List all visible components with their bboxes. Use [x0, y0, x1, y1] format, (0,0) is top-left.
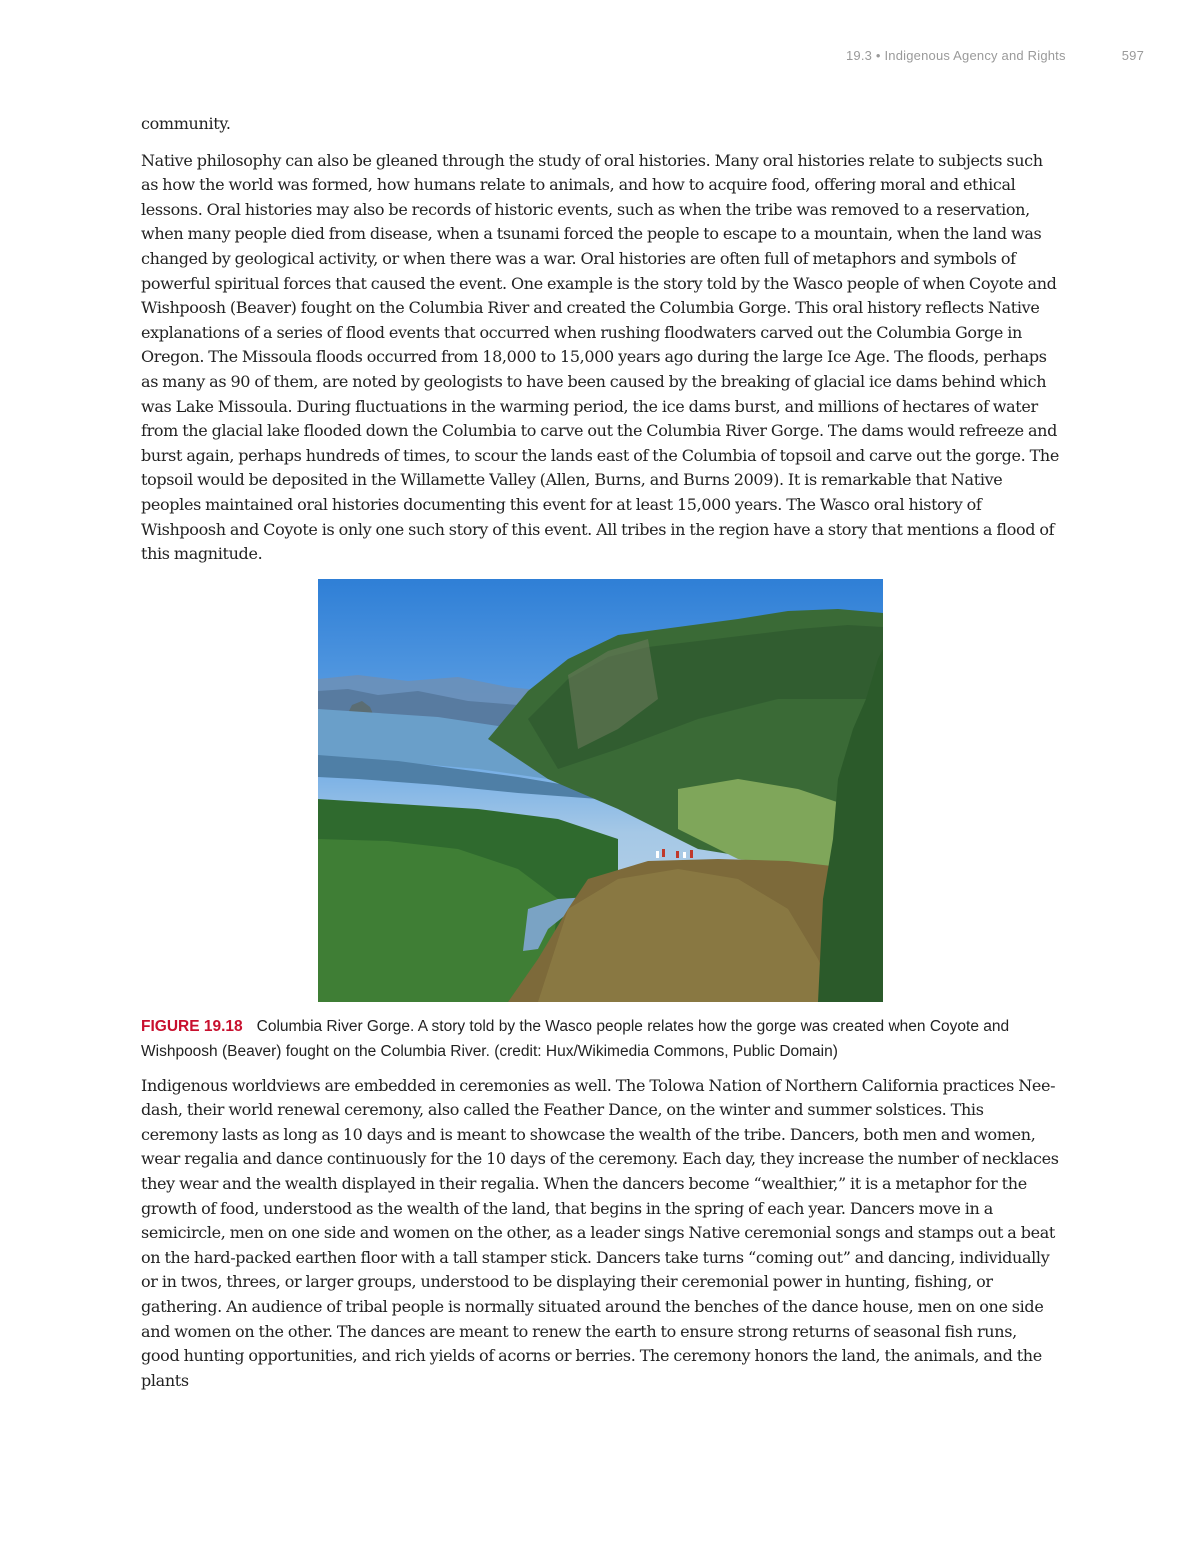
- page-content: [141, 112, 1059, 1405]
- paragraph-continuation: community.: [141, 114, 231, 133]
- figure: [141, 579, 1059, 1006]
- header-page-number: 597: [1121, 48, 1144, 63]
- paragraph-oral-histories: Native philosophy can also be gleaned through the study of oral histories. Many oral histories relate to subjects such as how the world was formed, how humans relate to animals, and how to acquire food, offering moral and ethical lessons. Oral histories may also be records of historic events, such as when the tribe was removed to a reservation, when many people died from disease, when a tsunami forced the people to escape to a mountain, when the land was changed by geological activity, or when there was a war. Oral histories are often full of metaphors and symbols of powerful spiritual forces that caused the event. One example is the story told by the Wasco people of when Coyote and Wishpoosh (Beaver) fought on the Columbia River and created the Columbia Gorge. This oral history reflects Native explanations of a series of flood events that occurred when rushing floodwaters carved out the Columbia Gorge in Oregon. The Missoula floods occurred from 18,000 to 15,000 years ago during the large Ice Age. The floods, perhaps as many as 90 of them, are noted by geologists to have been caused by the breaking of glacial ice dams behind which was Lake Missoula. During fluctuations in the warming period, the ice dams burst, and millions of hectares of water from the glacial lake flooded down the Columbia to carve out the Columbia River Gorge. The dams would refreeze and burst again, perhaps hundreds of times, to scour the lands east of the Columbia of topsoil and carve out the gorge. The topsoil would be deposited in the Willamette Valley (Allen, Burns, and Burns 2009). It is remarkable that Native peoples maintained oral histories documenting this event for at least 15,000 years. The Wasco oral history of Wishpoosh and Coyote is only one such story of this event. All tribes in the region have a story that mentions a flood of this magnitude.: [141, 150, 1059, 564]
- gorge-photo-illustration: [318, 579, 883, 1002]
- figure-label: FIGURE 19.18: [141, 1017, 243, 1035]
- columbia-river-gorge-photo: [318, 579, 883, 1002]
- figure-caption: [141, 1014, 1059, 1064]
- figure-caption-text: Columbia River Gorge. A story told by the Wasco people relates how the gorge was created when Coyote and Wishpoosh (Beaver) fought on the Columbia River. (credit: Hux/Wikimedia Commons, Public Domain): [141, 1017, 1010, 1060]
- paragraph-ceremonies: Indigenous worldviews are embedded in ceremonies as well. The Tolowa Nation of Northern California practices Nee-dash, their world renewal ceremony, also called the Feather Dance, on the winter and summer solstices. This ceremony lasts as long as 10 days and is meant to showcase the wealth of the tribe. Dancers, both men and women, wear regalia and dance continuously for the 10 days of the ceremony. Each day, they increase the number of necklaces they wear and the wealth displayed in their regalia. When the dancers become “wealthier,” it is a metaphor for the growth of food, understood as the wealth of the land, that begins in the spring of each year. Dancers move in a semicircle, men on one side and women on the other, as a leader sings Native ceremonial songs and stamps out a beat on the hard-packed earthen floor with a tall stamper stick. Dancers take turns “coming out” and dancing, individually or in twos, threes, or larger groups, understood to be displaying their ceremonial power in hunting, fishing, or gathering. An audience of tribal people is normally situated around the benches of the dance house, men on one side and women on the other. The dances are meant to renew the earth to ensure strong returns of seasonal fish runs, good hunting opportunities, and rich yields of acorns or berries. The ceremony honors the land, the animals, and the plants: [141, 1075, 1059, 1390]
- header-section-title: 19.3 • Indigenous Agency and Rights: [845, 48, 1066, 63]
- running-header: [846, 48, 1144, 63]
